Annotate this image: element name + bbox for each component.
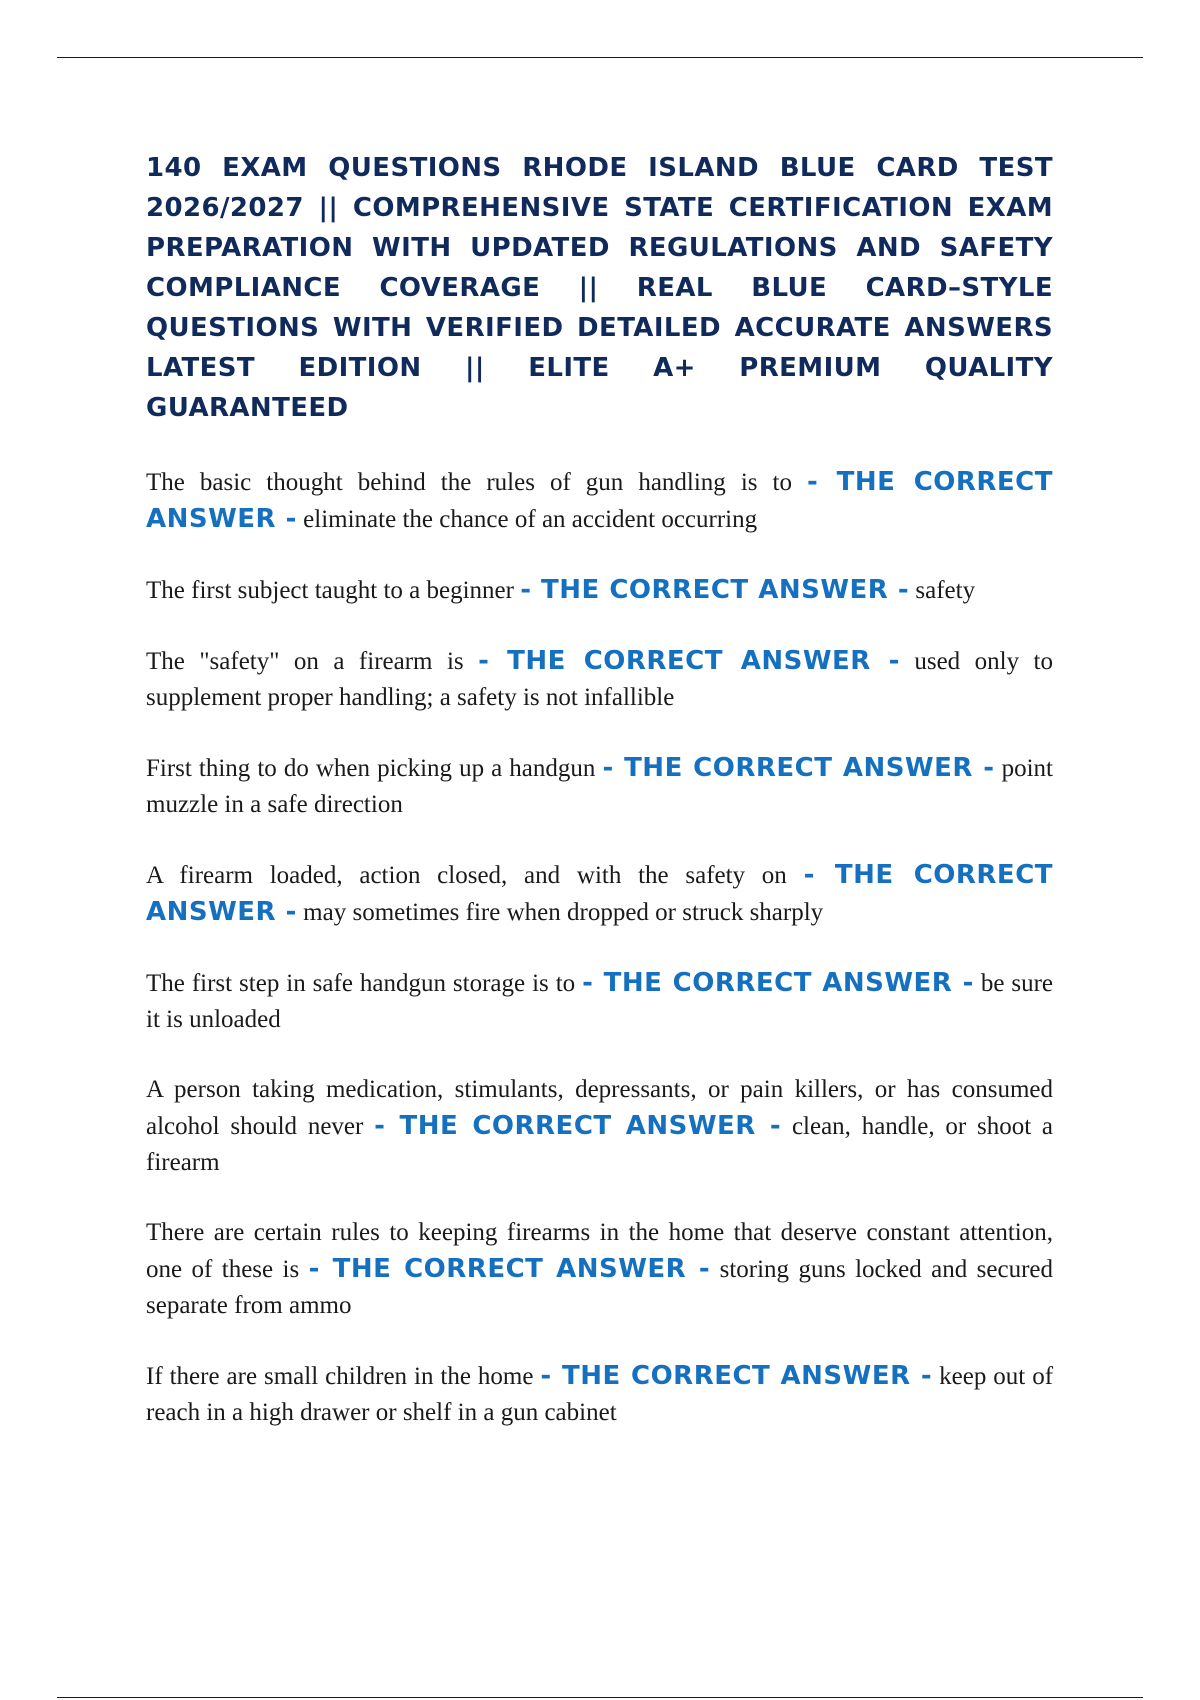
qa-item (146, 1072, 1053, 1181)
document-title: 140 EXAM QUESTIONS RHODE ISLAND BLUE CARD TEST 2026/2027 || COMPREHENSIVE STATE CERTIFICATION EXAM PREPARATION WITH UPDATED REGULATIONS AND SAFETY COMPLIANCE COVERAGE || REAL BLUE CARD–STYLE QUESTIONS WITH VERIFIED DETAILED ACCURATE ANSWERS LATEST EDITION || ELITE A+ PREMIUM QUALITY GUARANTEED (146, 153, 1053, 423)
bottom-rule (57, 1697, 1143, 1698)
answer-marker: - THE CORRECT ANSWER - (374, 1111, 782, 1141)
qa-list (146, 464, 1053, 1431)
qa-item (146, 572, 1053, 609)
question-text: A firearm loaded, action closed, and with the safety on (146, 862, 787, 889)
qa-item (146, 643, 1053, 716)
top-rule (57, 57, 1143, 58)
answer-marker: - THE CORRECT ANSWER - (602, 753, 995, 783)
answer-text: may sometimes fire when dropped or struck sharply (303, 899, 824, 926)
question-text: A person taking medication, stimulants, depressants, or pain killers, or has consumed alcohol should never (146, 1076, 1053, 1140)
question-text: There are certain rules to keeping firearms in the home that deserve constant attention, one of these is (146, 1219, 1053, 1283)
answer-marker: - THE CORRECT ANSWER - (540, 1361, 933, 1391)
answer-text: safety (915, 577, 976, 604)
page-content (146, 148, 1053, 1465)
answer-marker: - THE CORRECT ANSWER - (520, 575, 910, 605)
answer-text: keep out of reach in a high drawer or shelf in a gun cabinet (146, 1363, 1054, 1426)
question-text: The first step in safe handgun storage is to (146, 970, 576, 997)
answer-text: clean, handle, or shoot a firearm (146, 1113, 1054, 1176)
question-text: First thing to do when picking up a handgun (146, 755, 596, 782)
question-text: The basic thought behind the rules of gun handling is to (146, 469, 792, 496)
answer-text: eliminate the chance of an accident occurring (303, 506, 758, 533)
question-text: The first subject taught to a beginner (146, 577, 514, 604)
answer-text: be sure it is unloaded (146, 970, 1054, 1033)
question-text: If there are small children in the home (146, 1363, 534, 1390)
answer-marker: - THE CORRECT ANSWER - (146, 860, 1054, 927)
answer-marker: - THE CORRECT ANSWER - (582, 968, 974, 998)
qa-item (146, 1358, 1053, 1431)
qa-item (146, 857, 1053, 931)
answer-text: used only to supplement proper handling; a safety is not infallible (146, 648, 1054, 711)
qa-item (146, 965, 1053, 1038)
question-text: The "safety" on a firearm is (146, 648, 464, 675)
answer-text: point muzzle in a safe direction (146, 755, 1053, 818)
qa-item (146, 464, 1053, 538)
qa-item (146, 1215, 1053, 1324)
answer-marker: - THE CORRECT ANSWER - (146, 467, 1053, 534)
answer-text: storing guns locked and secured separate from ammo (146, 1256, 1054, 1319)
answer-marker: - THE CORRECT ANSWER - (308, 1254, 711, 1284)
answer-marker: - THE CORRECT ANSWER - (478, 646, 900, 676)
qa-item (146, 750, 1053, 823)
